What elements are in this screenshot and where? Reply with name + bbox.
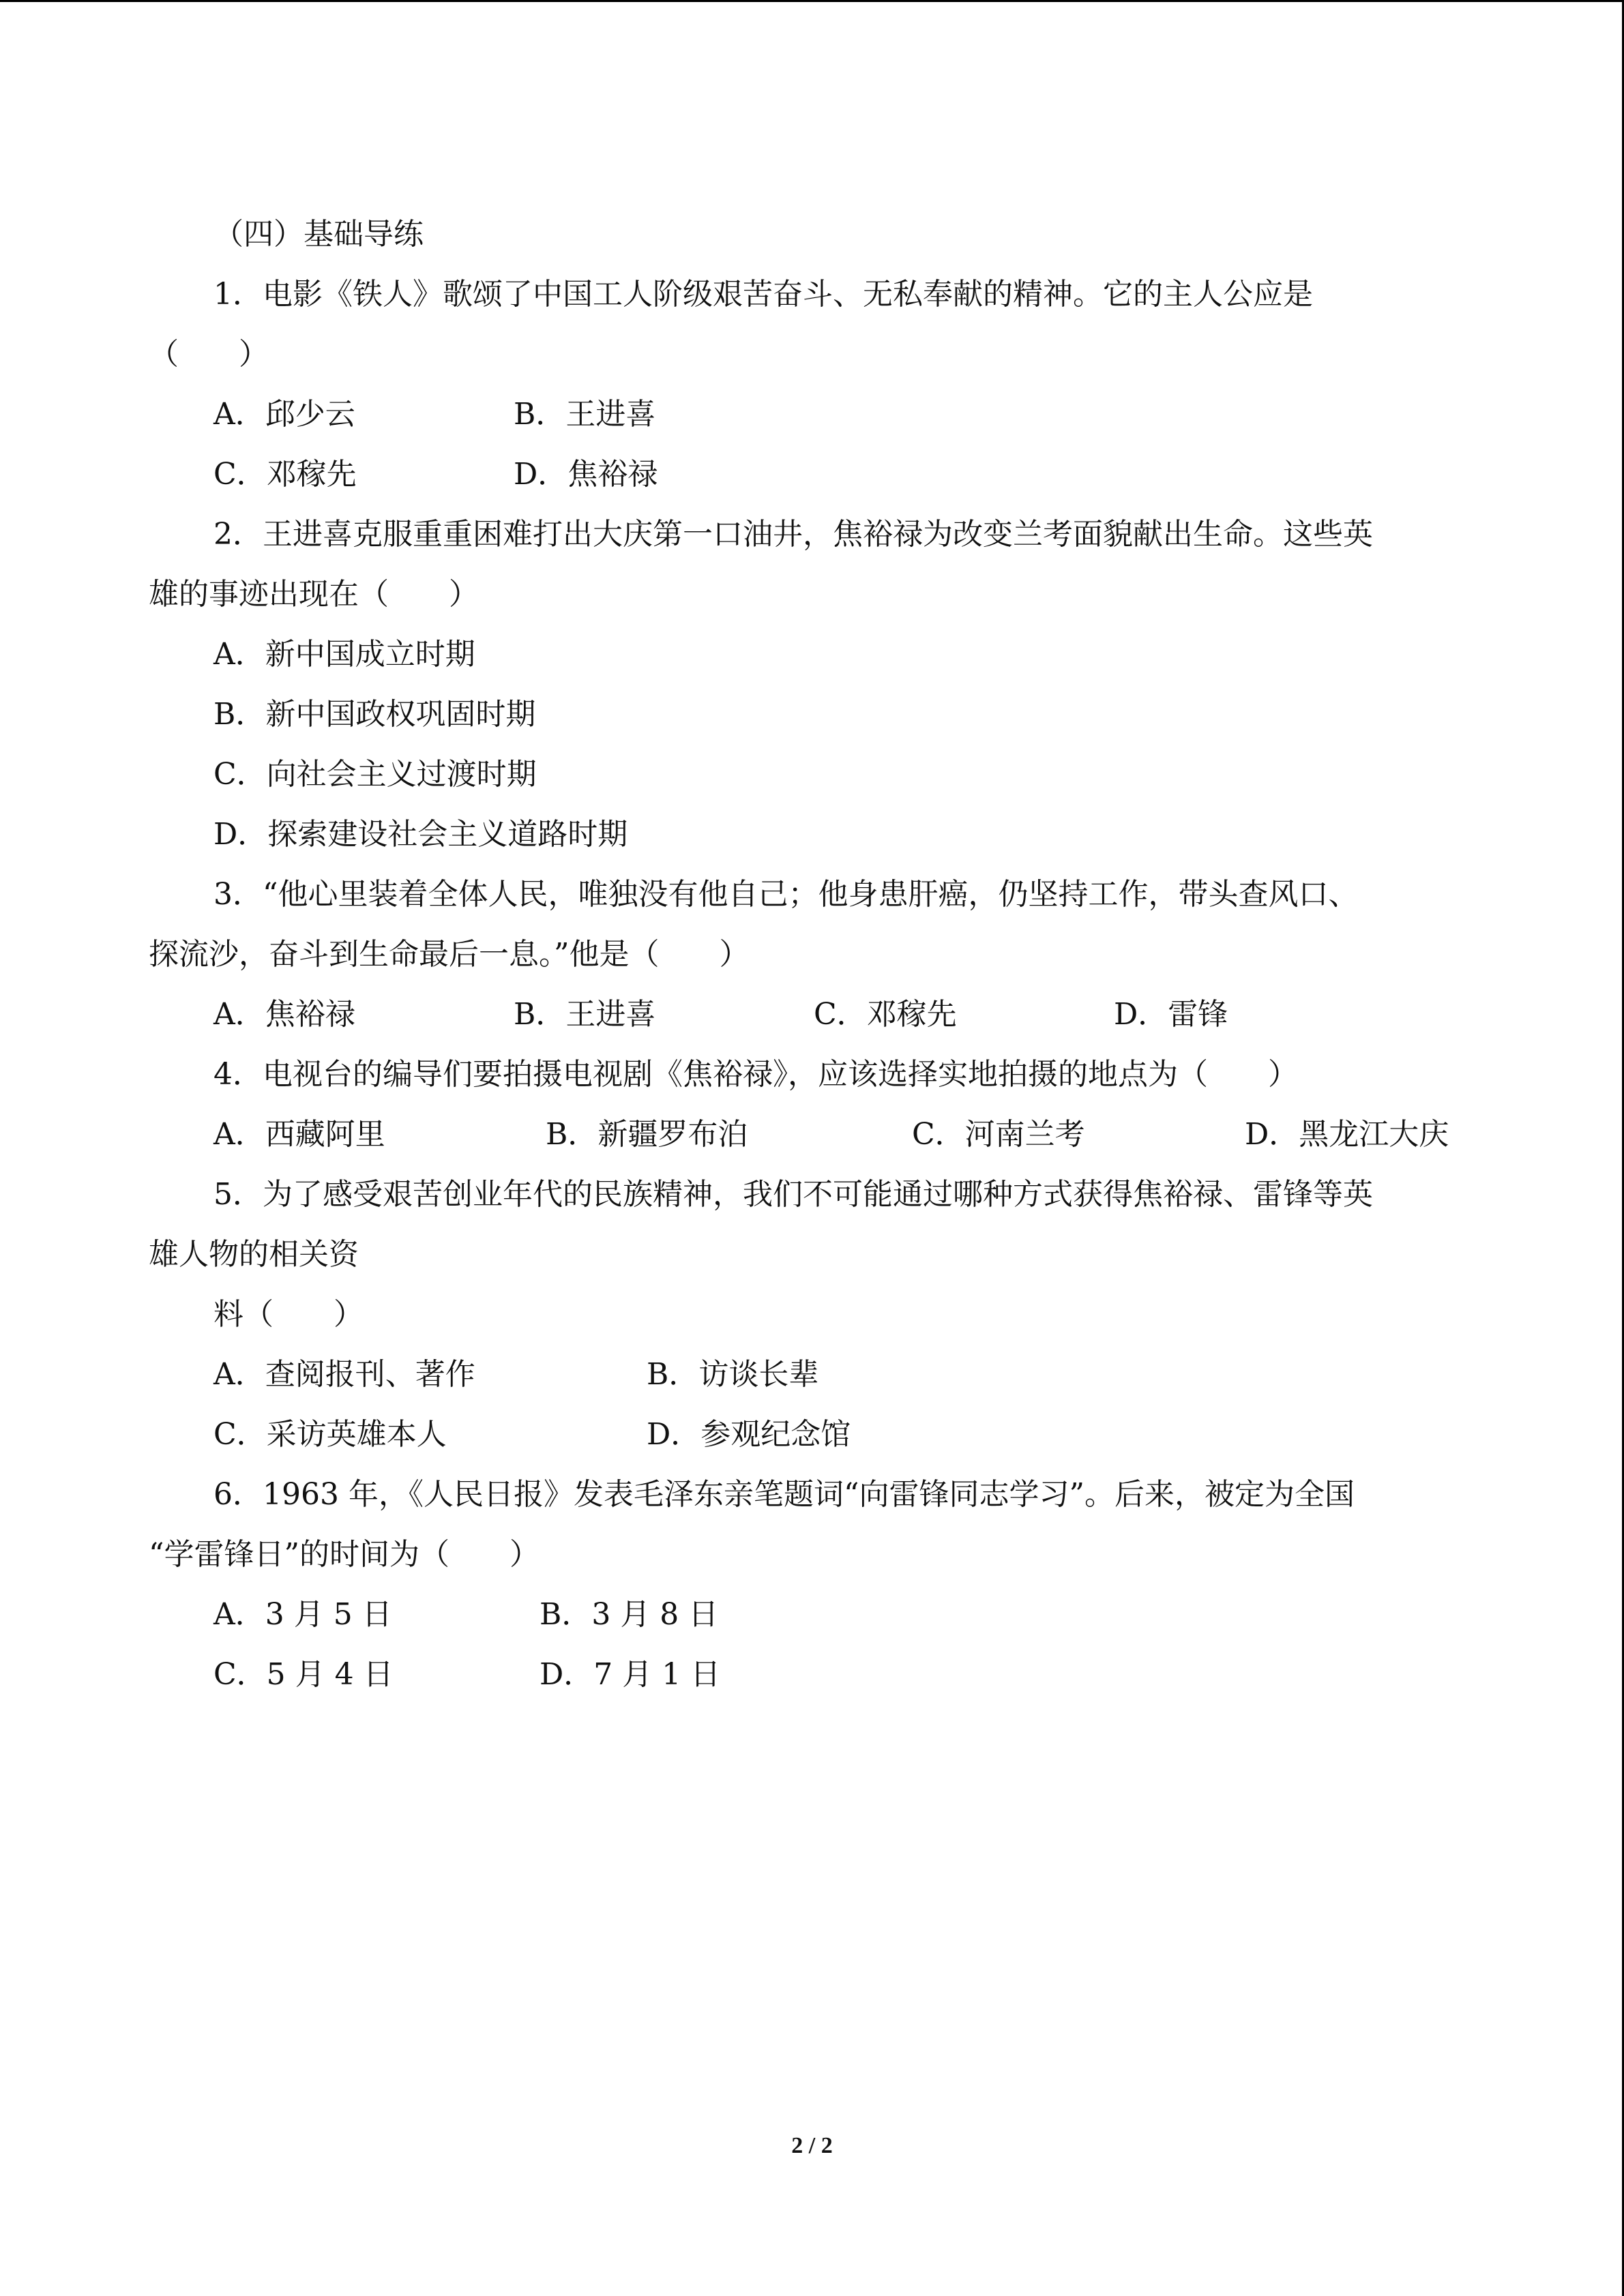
option-b: B．新疆罗布泊 xyxy=(546,1117,748,1152)
question-5-stem: 5．为了感受艰苦创业年代的民族精神，我们不可能通过哪种方式获得焦裕禄、雷锋等英 xyxy=(213,1177,1373,1212)
question-2-stem: 2．王进喜克服重重困难打出大庆第一口油井，焦裕禄为改变兰考面貌献出生命。这些英 xyxy=(213,517,1373,552)
page-number: 2 / 2 xyxy=(791,2133,833,2158)
question-6 xyxy=(149,1465,1486,1705)
option-c: C．5 月 4 日 xyxy=(213,1657,394,1692)
question-2-stem-cont: 雄的事迹出现在（ ） xyxy=(149,577,479,612)
question-6-stem: 6．1963 年，《人民日报》发表毛泽东亲笔题词“向雷锋同志学习”。后来，被定为全国 xyxy=(213,1477,1355,1512)
option-b: B．王进喜 xyxy=(514,997,656,1032)
question-5 xyxy=(149,1165,1486,1465)
option-d: D．焦裕禄 xyxy=(514,457,658,492)
question-3 xyxy=(149,865,1486,1045)
question-1-stem: 1．电影《铁人》歌颂了中国工人阶级艰苦奋斗、无私奉献的精神。它的主人公应是 xyxy=(213,277,1313,312)
option-d: D．参观纪念馆 xyxy=(647,1417,851,1452)
question-6-options-row-2 xyxy=(149,1645,1486,1705)
option-d: D．雷锋 xyxy=(1114,997,1228,1032)
question-3-options xyxy=(149,985,1486,1045)
question-5-stem-cont-2: 料（ ） xyxy=(213,1297,364,1332)
question-4 xyxy=(149,1045,1486,1165)
option-c: C．向社会主义过渡时期 xyxy=(213,757,537,792)
option-d: D．7 月 1 日 xyxy=(540,1657,721,1692)
option-a: A．查阅报刊、著作 xyxy=(213,1357,475,1392)
option-c: C．河南兰考 xyxy=(912,1117,1085,1152)
question-1-stem-cont: （ ） xyxy=(149,337,269,372)
option-a: A．新中国成立时期 xyxy=(213,637,475,672)
option-b: B．访谈长辈 xyxy=(647,1357,819,1392)
question-1 xyxy=(149,265,1486,505)
option-d: D．探索建设社会主义道路时期 xyxy=(213,817,628,852)
document-body xyxy=(149,205,1486,1705)
question-3-stem: 3．“他心里装着全体人民，唯独没有他自己；他身患肝癌，仍坚持工作，带头查风口、 xyxy=(213,877,1359,912)
option-a: A．西藏阿里 xyxy=(213,1117,385,1152)
question-6-stem-cont: “学雷锋日”的时间为（ ） xyxy=(149,1537,540,1572)
option-d: D．黑龙江大庆 xyxy=(1245,1117,1449,1152)
section-title: （四）基础导练 xyxy=(213,217,424,252)
question-5-options-row-1 xyxy=(149,1345,1486,1405)
option-a: A．3 月 5 日 xyxy=(213,1597,392,1632)
option-b: B．3 月 8 日 xyxy=(540,1597,719,1632)
option-c: C．邓稼先 xyxy=(814,997,957,1032)
question-1-options-row-2 xyxy=(149,445,1486,505)
option-a: A．邱少云 xyxy=(213,397,355,432)
question-5-options-row-2 xyxy=(149,1405,1486,1465)
option-c: C．采访英雄本人 xyxy=(213,1417,447,1452)
top-border xyxy=(0,0,1624,2)
question-4-options xyxy=(149,1105,1486,1165)
option-b: B．新中国政权巩固时期 xyxy=(213,697,536,732)
question-3-stem-cont: 探流沙，奋斗到生命最后一息。”他是（ ） xyxy=(149,937,750,972)
option-c: C．邓稼先 xyxy=(213,457,357,492)
question-6-options-row-1 xyxy=(149,1585,1486,1645)
question-2 xyxy=(149,505,1486,865)
question-1-options-row-1 xyxy=(149,385,1486,445)
option-b: B．王进喜 xyxy=(514,397,656,432)
option-a: A．焦裕禄 xyxy=(213,997,355,1032)
question-5-stem-cont: 雄人物的相关资 xyxy=(149,1237,359,1272)
question-4-stem: 4．电视台的编导们要拍摄电视剧《焦裕禄》，应该选择实地拍摄的地点为（ ） xyxy=(213,1057,1298,1092)
